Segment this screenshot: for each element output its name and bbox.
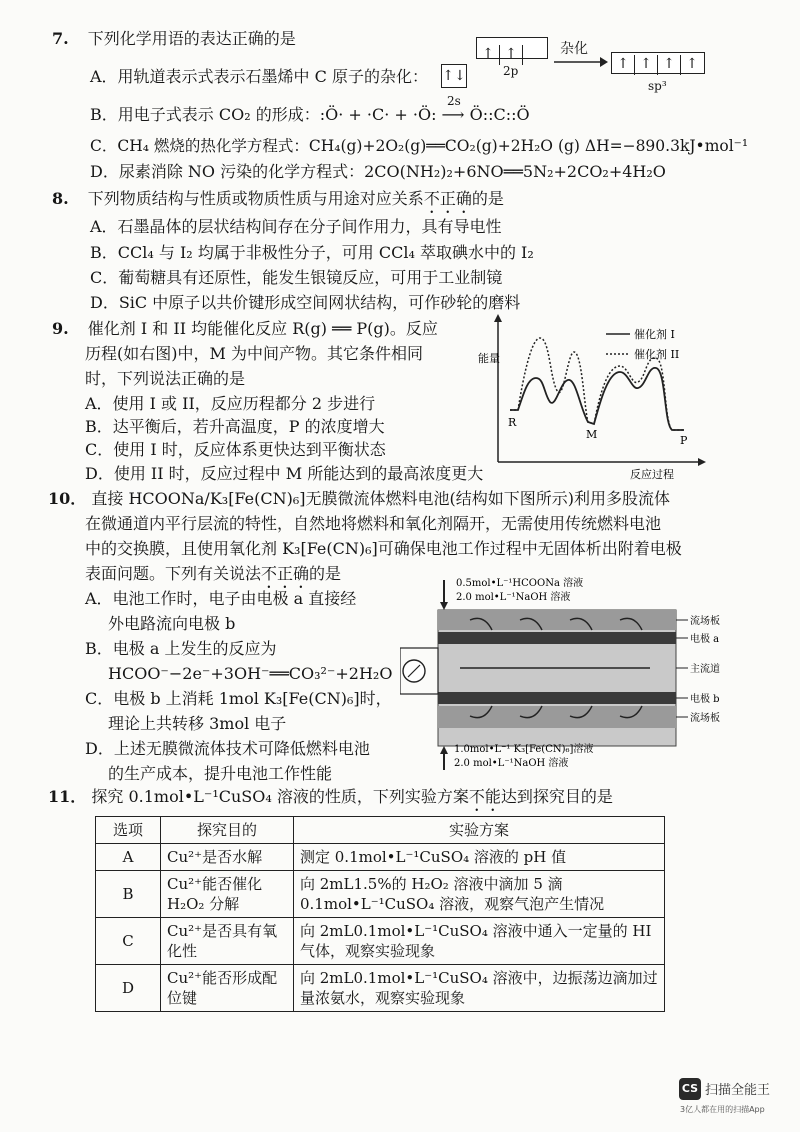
q10-option-b-line1: B．电极 a 上发生的反应为 — [85, 639, 277, 658]
orbital-2p-label: 2p — [503, 64, 519, 78]
scanner-app-slogan: 3亿人都在用的扫描App — [680, 1105, 765, 1114]
orbital-cell: ↑ — [658, 55, 681, 75]
q9-stem-line2: 历程(如右图)中，M 为中间产物。其它条件相同 — [85, 344, 423, 363]
q7-option-b: B．用电子式表示 CO₂ 的形成：:Ö· + ·C· + ·Ö: ⟶ Ö::C::Ö — [90, 105, 530, 124]
inlet-bottom-line1: 1.0mol•L⁻¹ K₃[Fe(CN)₆]溶液 — [454, 744, 594, 755]
header-plan: 实验方案 — [294, 817, 665, 844]
inlet-bottom-line2: 2.0 mol•L⁻¹NaOH 溶液 — [454, 758, 569, 769]
q7-option-d: D．尿素消除 NO 污染的化学方程式：2CO(NH₂)₂+6NO══5N₂+2CO₂+4H₂O — [90, 162, 666, 181]
label-flow-plate-top: 流场板 — [690, 616, 720, 627]
inlet-top-line1: 0.5mol•L⁻¹HCOONa 溶液 — [456, 578, 584, 589]
q10-option-a-line1: A．电池工作时，电子由电极 a 直接经 — [85, 589, 357, 608]
x-axis-label: 反应过程 — [630, 468, 674, 481]
header-goal: 探究目的 — [161, 817, 294, 844]
orbital-2s-box — [441, 64, 467, 88]
orbital-sp3-label: sp³ — [648, 79, 667, 93]
row-goal: Cu²⁺是否具有氧化性 — [161, 918, 294, 965]
q8-option-c: C．葡萄糖具有还原性，能发生银镜反应，可用于工业制镜 — [90, 268, 503, 287]
q10-option-b-line2: HCOO⁻−2e⁻+3OH⁻══CO₃²⁻+2H₂O — [108, 664, 393, 683]
q10-stem-line3: 中的交换膜，且使用氧化剂 K₃[Fe(CN)₆]可确保电池工作过程中无固体析出附着电极 — [85, 539, 682, 558]
energy-profile-diagram — [470, 312, 710, 482]
orbital-2s-label: 2s — [447, 94, 461, 108]
label-main-channel: 主流道 — [690, 664, 720, 675]
q11-stem-emphasis: 不能 — [468, 787, 501, 806]
table-row — [96, 918, 665, 965]
q9-option-c: C．使用 I 时，反应体系更快达到平衡状态 — [85, 440, 386, 459]
q10-option-c-line2: 理论上共转移 3mol 电子 — [108, 714, 287, 733]
q8-number: 8. — [52, 189, 69, 208]
q8-stem-text: 下列物质结构与性质或物质性质与用途对应关系 — [87, 189, 424, 208]
row-plan: 向 2mL0.1mol•L⁻¹CuSO₄ 溶液中通入一定量的 HI 气体，观察实验现象 — [294, 918, 665, 965]
row-option: A — [96, 844, 161, 871]
q10-stem-line2: 在微通道内平行层流的特性，自然地将燃料和氧化剂隔开，无需使用传统燃料电池 — [85, 514, 662, 533]
orbital-cell: ↑ — [500, 45, 523, 65]
header-option: 选项 — [96, 817, 161, 844]
q10-option-d-line1: D．上述无膜微流体技术可降低燃料电池 — [85, 739, 370, 758]
label-P: P — [680, 434, 688, 447]
label-R: R — [508, 416, 517, 429]
row-plan: 测定 0.1mol•L⁻¹CuSO₄ 溶液的 pH 值 — [294, 844, 665, 871]
y-axis-label: 能量 — [478, 352, 500, 365]
table-row — [96, 844, 665, 871]
scanner-logo-icon: CS — [679, 1078, 701, 1100]
label-electrode-b: 电极 b — [690, 694, 720, 705]
q11-stem — [48, 786, 613, 815]
q11-stem-end: 达到探究目的是 — [500, 787, 613, 806]
orbital-cell: ↑ — [686, 56, 698, 72]
q10-option-a-line2: 外电路流向电极 b — [108, 614, 236, 633]
curve-catalyst-I — [510, 368, 684, 430]
q9-option-a: A．使用 I 或 II，反应历程都分 2 步进行 — [85, 394, 376, 413]
q9-number: 9. — [52, 319, 69, 338]
q8-option-b: B．CCl₄ 与 I₂ 均属于非极性分子，可用 CCl₄ 萃取碘水中的 I₂ — [90, 243, 534, 262]
x-axis-arrow — [698, 458, 706, 466]
orbital-cell: ↑ — [477, 45, 500, 65]
q10-option-d-line2: 的生产成本，提升电池工作性能 — [108, 764, 333, 783]
row-plan: 向 2mL1.5%的 H₂O₂ 溶液中滴加 5 滴 0.1mol•L⁻¹CuSO₄ 溶液，观察气泡产生情况 — [294, 871, 665, 918]
electrode-b — [438, 692, 676, 704]
q10-stem-text4: 表面问题。下列有关说法 — [85, 564, 262, 583]
q7-option-a: A．用轨道表示式表示石墨烯中 C 原子的杂化： — [90, 67, 428, 86]
row-goal: Cu²⁺是否水解 — [161, 844, 294, 871]
q11-number: 11． — [48, 787, 87, 806]
q8-option-d: D．SiC 中原子以共价键形成空间网状结构，可作砂轮的磨料 — [90, 293, 521, 312]
row-option: B — [96, 871, 161, 918]
q7-option-c: C．CH₄ 燃烧的热化学方程式：CH₄(g)+2O₂(g)══CO₂(g)+2H₂O (g) ΔH=−890.3kJ•mol⁻¹ — [90, 137, 749, 155]
q10-option-c-line1: C．电极 b 上消耗 1mol K₃[Fe(CN)₆]时， — [85, 689, 392, 708]
scanner-app-name: 扫描全能王 — [705, 1083, 771, 1098]
orbital-cell — [523, 38, 545, 58]
q7-number: 7. — [52, 29, 69, 48]
q10-stem-line1 — [48, 488, 670, 510]
hybridization-label: 杂化 — [560, 41, 588, 57]
y-axis-arrow — [494, 314, 502, 322]
q10-stem-emphasis: 不正确 — [261, 564, 310, 583]
row-plan: 向 2mL0.1mol•L⁻¹CuSO₄ 溶液中，边振荡边滴加过量浓氨水，观察实验现象 — [294, 965, 665, 1012]
q7-stem — [52, 28, 296, 50]
legend-label-I: 催化剂 I — [634, 328, 675, 341]
q8-stem-emphasis: 不正确 — [423, 189, 472, 208]
electrode-a — [438, 632, 676, 644]
q9-option-b: B．达平衡后，若升高温度，P 的浓度增大 — [85, 417, 385, 436]
row-goal: Cu²⁺能否形成配位键 — [161, 965, 294, 1012]
q11-options-table — [95, 816, 665, 1012]
q10-number: 10． — [48, 489, 87, 508]
q9-stem-line1: 催化剂 I 和 II 均能催化反应 R(g) ══ P(g)。反应 — [87, 319, 438, 338]
orbital-cell: ↑ — [635, 55, 658, 75]
table-header-row — [96, 817, 665, 844]
microfluidic-cell-diagram — [400, 574, 720, 770]
table-row — [96, 965, 665, 1012]
row-goal: Cu²⁺能否催化 H₂O₂ 分解 — [161, 871, 294, 918]
q10-stem-end: 的是 — [309, 564, 342, 583]
q9-stem — [52, 318, 438, 340]
q9-option-d: D．使用 II 时，反应过程中 M 所能达到的最高浓度更大 — [85, 464, 484, 483]
q10-stem-text1: 直接 HCOONa/K₃[Fe(CN)₆]无膜微流体燃料电池(结构如下图所示)利用多股流体 — [91, 489, 670, 508]
q8-option-a: A．石墨晶体的层状结构间存在分子间作用力，具有导电性 — [90, 217, 502, 236]
row-option: D — [96, 965, 161, 1012]
q11-stem-text: 探究 0.1mol•L⁻¹CuSO₄ 溶液的性质，下列实验方案 — [91, 787, 469, 806]
table-row — [96, 871, 665, 918]
orbital-cell: ↑↓ — [442, 68, 466, 84]
label-electrode-a: 电极 a — [690, 634, 720, 645]
q9-stem-line3: 时，下列说法正确的是 — [85, 369, 246, 388]
q7-stem-text: 下列化学用语的表达正确的是 — [87, 29, 296, 48]
q8-stem-end: 的是 — [471, 189, 504, 208]
row-option: C — [96, 918, 161, 965]
orbital-sp3-boxes — [611, 52, 705, 74]
hybridization-arrow — [552, 56, 608, 68]
label-M: M — [586, 428, 598, 441]
q8-stem — [52, 188, 504, 217]
orbital-2p-boxes — [476, 37, 548, 62]
orbital-cell: ↑ — [612, 55, 635, 75]
label-flow-plate-bottom: 流场板 — [690, 713, 720, 724]
inlet-top-line2: 2.0 mol•L⁻¹NaOH 溶液 — [456, 592, 571, 603]
legend-label-II: 催化剂 II — [634, 348, 680, 361]
